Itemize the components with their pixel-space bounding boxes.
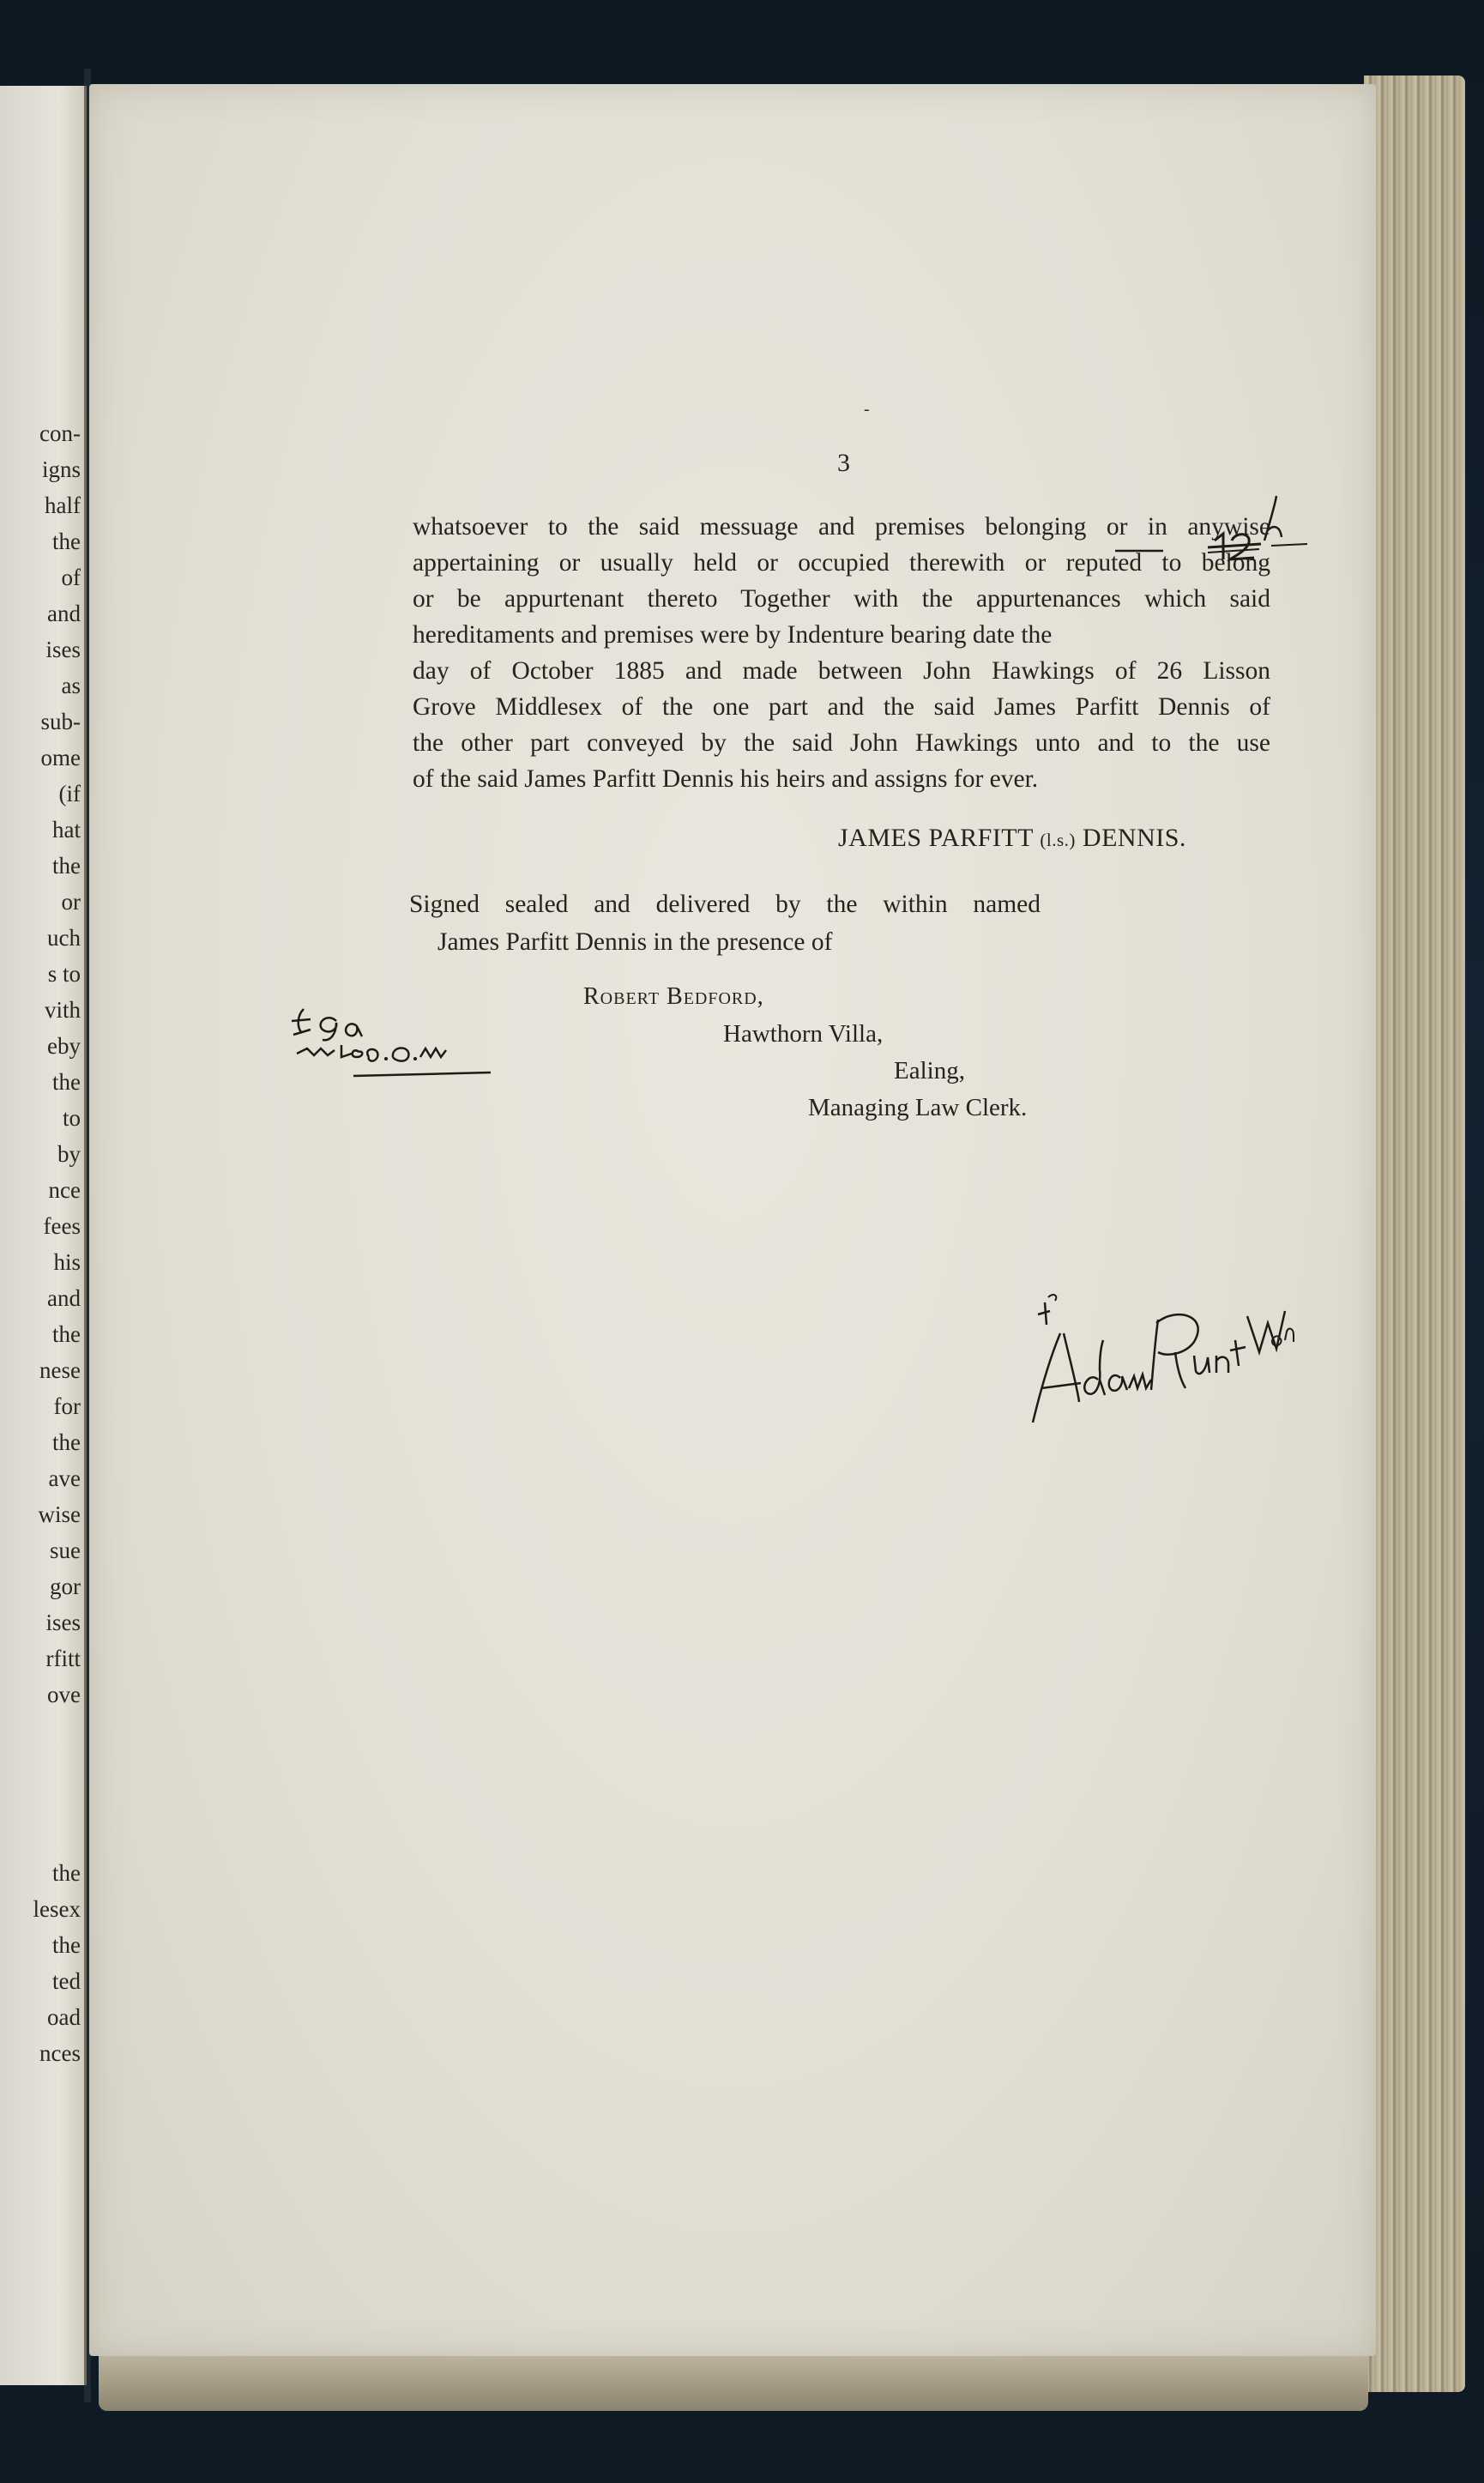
facing-page-word: the [52, 1860, 81, 1886]
facing-page-word: the [52, 1321, 81, 1347]
witness-name: Robert Bedford, [583, 983, 764, 1010]
witness-address: Ealing, [894, 1057, 965, 1084]
handwritten-signature [1026, 1251, 1295, 1431]
facing-page-word: igns [41, 456, 81, 482]
facing-page-word: the [52, 1069, 81, 1095]
facing-page-word: of [61, 565, 81, 590]
facing-page-word: fees [43, 1213, 81, 1239]
facing-page-word: eby [47, 1033, 81, 1059]
handwritten-note [285, 1004, 508, 1081]
facing-page-word: the [52, 529, 81, 554]
facing-page-word: nese [39, 1357, 81, 1383]
body-line: hereditaments and premises were by Indenture bearing date the [413, 621, 1053, 649]
facing-page-word: ome [40, 745, 81, 770]
facing-page-word: wise [38, 1501, 81, 1527]
facing-page-word: hat [52, 817, 81, 843]
facing-page-word: uch [47, 925, 81, 951]
facing-page [0, 86, 87, 2385]
attestation-line: James Parfitt Dennis in the presence of [437, 928, 833, 956]
facing-page-word: ted [52, 1968, 81, 1994]
body-line: day of October 1885 and made between John Hawkings of 26 Lisson [413, 657, 1270, 685]
facing-page-word: ises [45, 637, 81, 662]
page-edges [1364, 76, 1465, 2392]
facing-page-word: the [52, 1932, 81, 1958]
signatory-first: JAMES PARFITT [838, 824, 1034, 852]
document-page [89, 84, 1376, 2356]
signatory-last: DENNIS. [1082, 824, 1186, 852]
facing-page-word: sub- [40, 709, 81, 734]
facing-page-word: con- [39, 420, 81, 446]
facing-page-word: half [45, 492, 81, 518]
facing-page-word: s to [47, 961, 81, 987]
facing-page-word: the [52, 1429, 81, 1455]
handwritten-date-correction [1113, 489, 1316, 563]
facing-page-word: gor [50, 1574, 81, 1599]
body-line: of the said James Parfitt Dennis his heirs and assigns for ever. [413, 765, 1039, 793]
body-line: whatsoever to the said messuage and premises belonging or in anywise [413, 513, 1270, 541]
facing-page-word: ove [47, 1682, 81, 1707]
facing-page-word: as [61, 673, 81, 698]
facing-page-word: his [53, 1249, 81, 1275]
facing-page-word: oad [47, 2004, 81, 2030]
facing-page-word: rfitt [45, 1646, 81, 1671]
facing-page-word: to [62, 1105, 81, 1131]
page-number: 3 [837, 449, 850, 477]
witness-role: Managing Law Clerk. [808, 1094, 1028, 1121]
facing-page-word: lesex [33, 1896, 81, 1922]
page-edges-bottom [99, 2351, 1368, 2411]
body-line: appertaining or usually held or occupied therewith or reputed to belong [413, 549, 1270, 577]
facing-page-word: sue [50, 1538, 81, 1563]
signatory-name [838, 824, 1270, 853]
seal-mark: (l.s.) [1040, 830, 1076, 850]
body-line: or be appurtenant thereto Together with the appurtenances which said [413, 585, 1270, 613]
witness-address: Hawthorn Villa, [723, 1020, 884, 1048]
facing-page-word: or [61, 889, 81, 915]
body-line: Grove Middlesex of the one part and the said James Parfitt Dennis of [413, 693, 1270, 721]
facing-page-word: (if [58, 781, 81, 807]
facing-page-word: and [47, 601, 81, 626]
facing-page-word: nce [48, 1177, 81, 1203]
page-mark: - [864, 400, 870, 419]
attestation-line: Signed sealed and delivered by the within named [409, 891, 1041, 918]
facing-page-word: vith [44, 997, 81, 1023]
facing-page-word: ave [48, 1465, 81, 1491]
facing-page-word: and [47, 1285, 81, 1311]
facing-page-word: the [52, 853, 81, 879]
facing-page-word: nces [39, 2040, 81, 2066]
facing-page-word: ises [45, 1610, 81, 1635]
body-line: the other part conveyed by the said John Hawkings unto and to the use [413, 729, 1270, 757]
facing-page-word: by [57, 1141, 81, 1167]
facing-page-word: for [53, 1393, 81, 1419]
